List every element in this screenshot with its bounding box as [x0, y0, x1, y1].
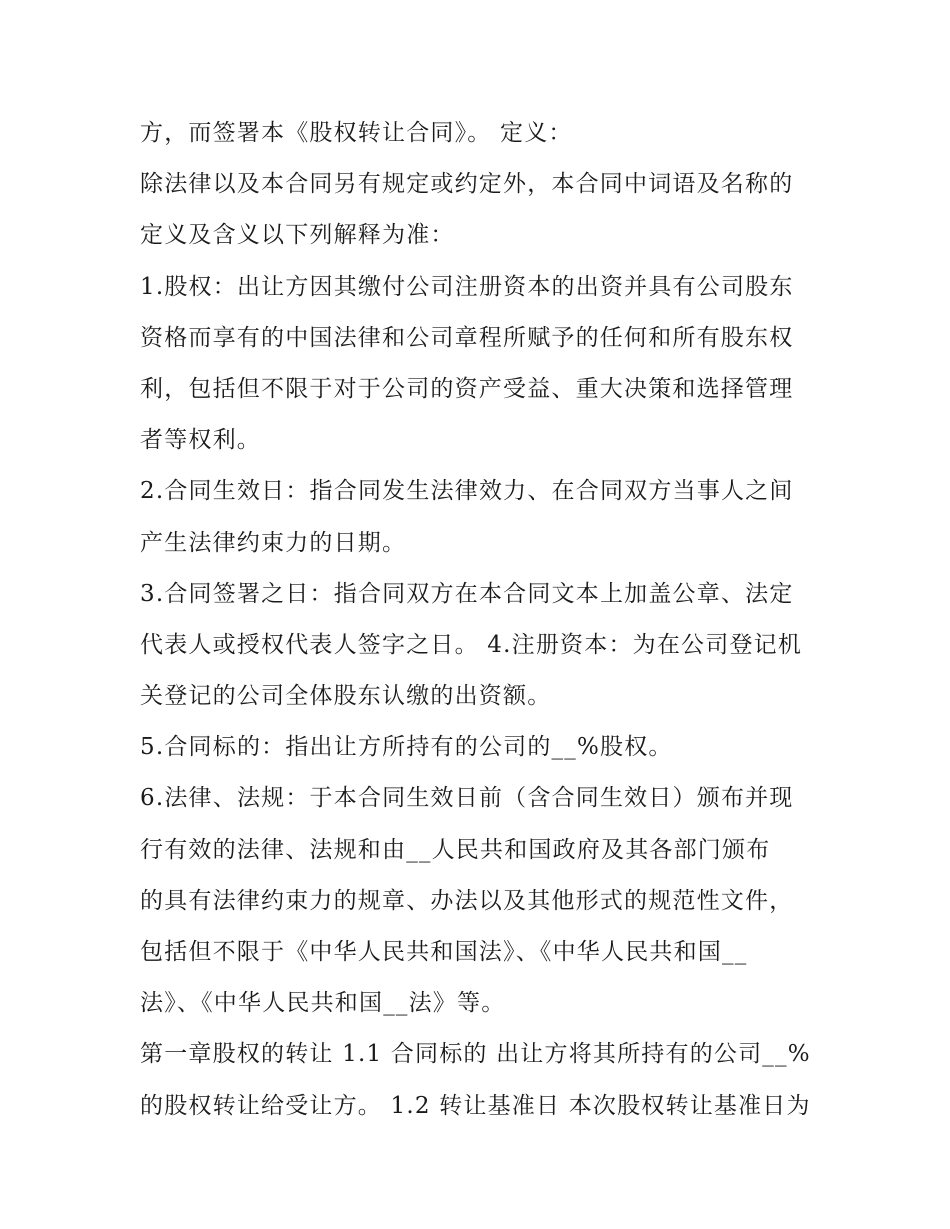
text-line: 者等权利。 [140, 427, 261, 454]
text-line: 法》、《中华人民共和国__法》等。 [140, 990, 506, 1017]
text-line: 5.合同标的：指出让方所持有的公司的__%股权。 [140, 734, 673, 761]
text-line: 行有效的法律、法规和由__人民共和国政府及其各部门颁布 [140, 836, 771, 863]
document-body [140, 108, 820, 1132]
text-line: 第一章股权的转让 1.1 合同标的 出让方将其所持有的公司__% [140, 1041, 811, 1068]
text-line: 的股权转让给受让方。 1.2 转让基准日 本次股权转让基准日为 [140, 1092, 811, 1119]
text-line: 资格而享有的中国法律和公司章程所赋予的任何和所有股东权 [140, 324, 794, 351]
text-line: 产生法律约束力的日期。 [140, 529, 407, 556]
text-line: 定义及含义以下列解释为准： [140, 222, 455, 249]
text-line: 除法律以及本合同另有规定或约定外，本合同中词语及名称的 [140, 171, 794, 198]
text-line: 代表人或授权代表人签字之日。 4.注册资本：为在公司登记机 [140, 631, 803, 658]
text-line: 3.合同签署之日：指合同双方在本合同文本上加盖公章、法定 [140, 580, 794, 607]
text-line: 包括但不限于《中华人民共和国法》、《中华人民共和国__ [140, 939, 748, 965]
text-line: 关登记的公司全体股东认缴的出资额。 [140, 683, 552, 710]
text-line: 6.法律、法规：于本合同生效日前（含合同生效日）颁布并现 [140, 785, 794, 812]
text-line: 方，而签署本《股权转让合同》。 定义： [140, 120, 573, 146]
text-line: 利，包括但不限于对于公司的资产受益、重大决策和选择管理 [140, 375, 794, 402]
text-line: 1.股权：出让方因其缴付公司注册资本的出资并具有公司股东 [140, 273, 794, 300]
text-line: 2.合同生效日：指合同发生法律效力、在合同双方当事人之间 [140, 478, 794, 505]
text-line: 的具有法律约束力的规章、办法以及其他形式的规范性文件， [140, 887, 794, 914]
